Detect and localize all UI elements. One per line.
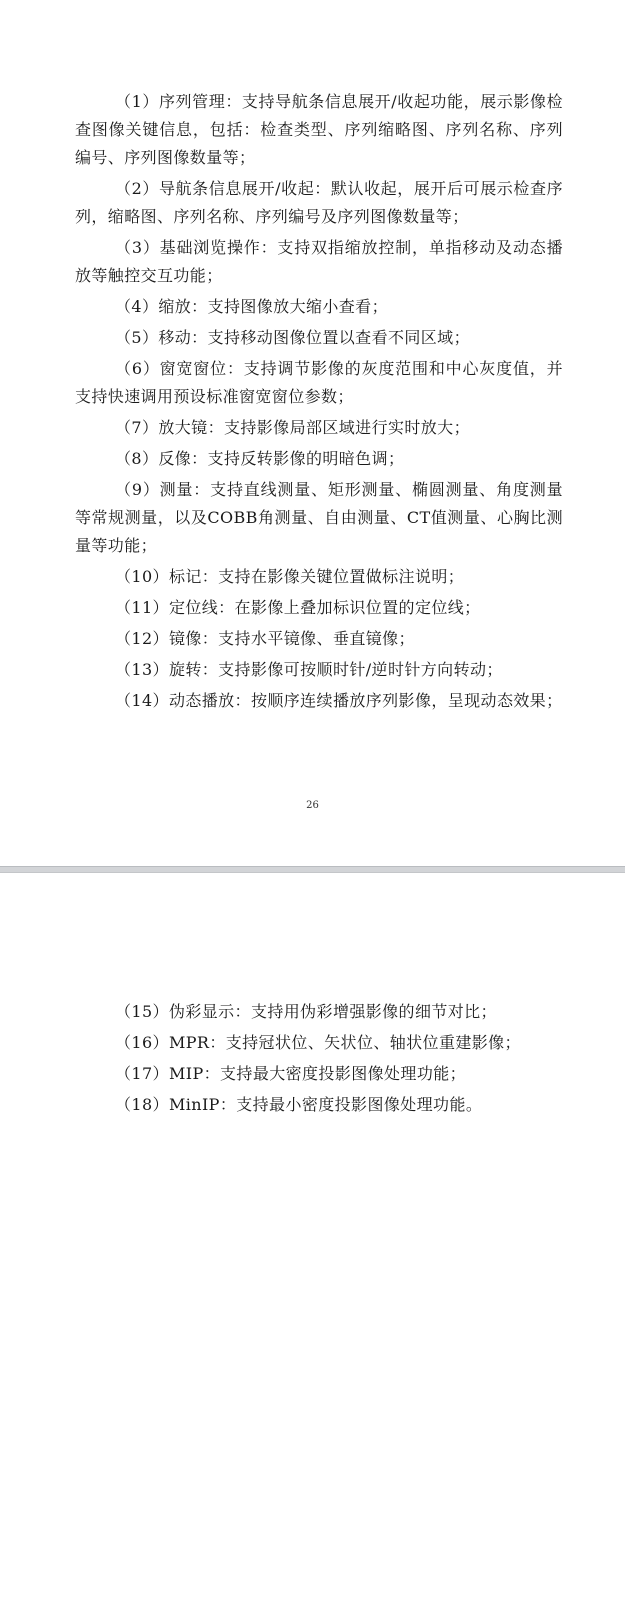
feature-item-8: （8）反像：支持反转影像的明暗色调； (115, 449, 405, 468)
page-content (75, 88, 563, 718)
page-number: 26 (306, 800, 319, 811)
feature-item-14: （14）动态播放：按顺序连续播放序列影像，呈现动态效果； (115, 691, 563, 710)
feature-item-6: （6）窗宽窗位：支持调节影像的灰度范围和中心灰度值，并支持快速调用预设标准窗宽窗位参数； (75, 359, 563, 406)
feature-item-3: （3）基础浏览操作：支持双指缩放控制，单指移动及动态播放等触控交互功能； (75, 238, 563, 285)
document-page-27 (0, 873, 625, 1620)
feature-item-4: （4）缩放：支持图像放大缩小查看； (115, 297, 388, 316)
feature-item-16: （16）MPR：支持冠状位、矢状位、轴状位重建影像； (115, 1033, 521, 1052)
feature-item-2: （2）导航条信息展开/收起：默认收起，展开后可展示检查序列，缩略图、序列名称、序列编号及序列图像数量等； (75, 179, 563, 226)
feature-item-1: （1）序列管理：支持导航条信息展开/收起功能，展示影像检查图像关键信息，包括：检查类型、序列缩略图、序列名称、序列编号、序列图像数量等； (75, 92, 563, 167)
feature-item-12: （12）镜像：支持水平镜像、垂直镜像； (115, 629, 415, 648)
page-separator (0, 866, 625, 873)
feature-item-5: （5）移动：支持移动图像位置以查看不同区域； (115, 328, 470, 347)
page-content (75, 998, 563, 1122)
feature-item-9: （9）测量：支持直线测量、矩形测量、椭圆测量、角度测量等常规测量，以及COBB角测量、自由测量、CT值测量、心胸比测量等功能； (75, 480, 563, 555)
feature-item-7: （7）放大镜：支持影像局部区域进行实时放大； (115, 418, 470, 437)
feature-item-15: （15）伪彩显示：支持用伪彩增强影像的细节对比； (115, 1002, 497, 1021)
feature-item-10: （10）标记：支持在影像关键位置做标注说明； (115, 567, 465, 586)
feature-item-11: （11）定位线：在影像上叠加标识位置的定位线； (115, 598, 481, 617)
feature-item-18: （18）MinIP：支持最小密度投影图像处理功能。 (115, 1095, 483, 1114)
feature-item-17: （17）MIP：支持最大密度投影图像处理功能； (115, 1064, 467, 1083)
feature-item-13: （13）旋转：支持影像可按顺时针/逆时针方向转动； (115, 660, 503, 679)
